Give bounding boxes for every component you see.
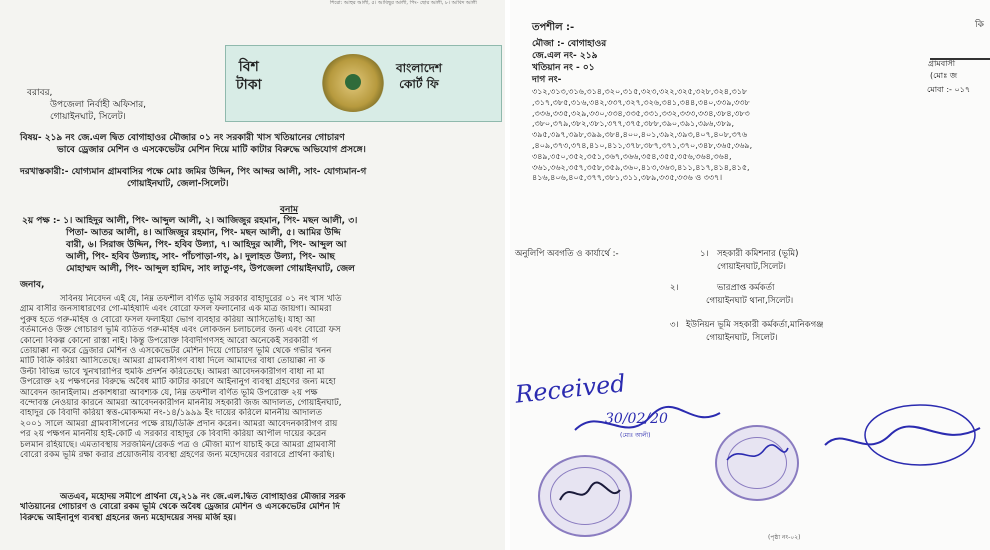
body-line: তোয়াক্কা না করে ড্রেজার মেশিন ও এসকেভেটর মেশিন দিয়ে গোচারণ ভূমি থেকে গভীর খনন (20, 346, 332, 357)
edge-text: গ্রামবাসী (928, 59, 956, 68)
header-strip: শিরো: আহুর আলী, ৫। আবিছুর আলী, পিং- ছোর আলী, ৮। আবিদ আলী (330, 0, 477, 6)
letter-page-2 (510, 0, 990, 550)
stamp-amount: বিশ টাকা (236, 59, 262, 93)
dag-line: ,৩৮০,৩৭৯,৩৮২,৩৮১,৩৭৭,৩৭৫,৩৮৮,৩৯০,৩৯১,৩৯৬,৩৮৯, (532, 119, 735, 129)
body-line: আবেদন জানাইলাম। প্রকাশধারা আবশ্যক যে, নিম্ন তফশীল বর্ণিত ভূমি উপরোক্ত ২য় পক্ষ (20, 387, 318, 398)
dag-line: ৩৯৫,৩৯৭,৩৯৮,৩৯৯,৩৮৪,৪০০,৪০১,৩৯২,৩৯৩,৪০৭,৪০৮,৩৭৬ (532, 130, 748, 140)
khatian-line: খতিয়ান নং - ০১ (532, 63, 595, 73)
dag-number-list (532, 87, 912, 184)
edge-text: মোবা :- ০১৭ (927, 85, 971, 94)
second-party-line-1: ২য় পক্ষ :- ১। আহিদুর আলী, পিং- আব্দুল আলী, ২। আজিজুর রহমান, পিং- মছন আলী, ৩। (22, 216, 358, 226)
body-line: পুরুষ হতে গরু-মহিষ ও বোরো ফসল ফলাইয়া ভোগ ব্যবহার করিয়া আসিতেছি। যাহা আ (20, 314, 316, 325)
second-party-line-5: মোহাম্মদ আলী, পিং- আব্দুল হামিদ, সাং লাতু-গং, উপজেলা গোয়াইনঘাট, জেল (66, 264, 355, 274)
received-date: 30/02/20 (605, 411, 668, 427)
copy-1-line1: সহকারী কমিশনার (ভূমি) (717, 249, 799, 259)
dag-line: ,৪০৯,৩৭৩,৩৭৪,৪১০,৪১১,৩৭৮,৩৮৭,৩৭১,৩৭০,৩৪৮,৩৬৫,৩৬৯, (532, 140, 753, 150)
mouza-line: মৌজা :- বোগাহাওর (532, 39, 607, 49)
body-line: বন্দোবস্ত নেওয়ার কারনে আমরা আবেদনকারীগন মাননীয় সহকারী জজ আদালত, গোয়াইনঘাট, (20, 398, 342, 409)
dag-line: ,৩৩৬,৩৩৫,৩২৯,৩৩০,৩৩৪,৩৩৫,৩৩১,৩৩২,৩৩৩,৩৩৪,৩৮৪,৩৮৩ (532, 108, 750, 118)
edge-text: (মোঃ জ (930, 71, 958, 80)
bangladesh-seal-icon (321, 54, 385, 112)
dag-line: ৩৬১,৩৬২,৩৫৭,৩৫৮,৩৫৯,৩৬০,৪১৩,৩৬৩,৪১১,৪১৭,৪১৪,৪১৫, (532, 162, 750, 172)
copy-1-num: ১। (700, 249, 709, 259)
edge-text-top: কি (975, 20, 984, 30)
body-line: মাটি বিক্রি করিয়া আসিতেছে। আমরা গ্রামবাসীগণ বাধা দিলে আমাদের বাধা তোয়াক্কা না ক (20, 356, 325, 367)
stamp-label: বাংলাদেশ কোর্ট ফি (396, 61, 442, 91)
signature-note: (মোঃ আলী) (620, 432, 651, 439)
copy-3-num: ৩। (670, 320, 679, 330)
body-line: কোনো বিকল্প কোনো রাস্তা নাই। কিন্তু উপরোক্ত বিবাদীগণসহ আরো অনেকেই সরকারী গ (20, 335, 318, 346)
closing-paragraph (20, 492, 505, 523)
body-line: ২০০১ সালে আমরা গ্রামবাসীগনের পক্ষে রায়/ডিক্রি প্রদান করেন। আমরা আবেদনকারীগণ রায় (20, 418, 338, 429)
applicant-line: দরখাস্তকারী:- যোগ্যমান গ্রামবাসির পক্ষে মোঃ জমির উদ্দিন, পিং আব্দর আলী, সাং- যোগ্যমান-গ (20, 167, 367, 177)
body-line: বোরো রকম ভূমি রক্ষা করার প্রয়োজনীয় ব্যবস্থা গ্রহণের জন্য মহোদয়ের বরাবরে প্রার্থনা করছি। (20, 450, 335, 461)
dag-line: ,৩১৭,৩৮৫,৩১৬,৩৪২,৩৩৭,৩২৭,৩২৬,৩৪১,৩৪৪,৩৪০,৩৩৯,৩৩৮ (532, 97, 750, 107)
second-party-line-4: আলী, পিং- হবিব উল্যাহ, সাং- পাঁচপাড়া-গং, ৯। দুলাহত উল্যা, পিং- আছ (66, 252, 335, 262)
copy-label: অনুলিপি অবগতি ও কার্যার্থে :- (515, 249, 619, 259)
edge-signature-icon (930, 38, 990, 60)
court-fee-stamp (225, 45, 502, 122)
dag-line: ৪১৬,৪০৬,৪০৫,৩৭৭,৩৮১,৩১১,৩৮৯,৩৩৫,৩৩৬ ও ৩৩৭। (532, 173, 723, 183)
body-line: উপরোক্ত ২য় পক্ষগনের বিরুদ্ধে অবৈধ মাটি কাটার কারণে আইনানুগ ব্যবস্থা গ্রহণের জন্য মহো (20, 377, 336, 388)
dag-line: ৩১২,৩১৩,৩১৬,৩১৪,৩২০,৩১৫,৩২৩,৩২২,৩২৫,৩২৮,৩২৪,৩১৮ (532, 87, 748, 96)
subject-line: বিষয়- ২১৯ নং জে.এল দ্বিত বোগাহাওর মৌজার ০১ নং সরকারী খাস খতিয়ানের গোচারণ (20, 133, 345, 143)
copy-2-line2: গোয়াইনঘাট থানা,সিলেট। (706, 296, 794, 306)
closing-line: অতএব, মহোদয় সমীপে প্রার্থনা যে,২১৯ নং জে.এল.দ্বিত বোগাহাওর মৌজার সরক (60, 492, 346, 502)
salutation: জনাব, (20, 280, 45, 290)
body-line: বাহাদুর কে বিবাদী করিয়া স্বত্ত-মোকদ্দমা নং-১৪/১৯৯৯ ইং দায়ের করিলে মাননীয় আদালত (20, 408, 323, 419)
closing-line: বিরুদ্ধে আইনানুগ ব্যবস্থা গ্রহনের জন্য মহোদয়ের সদয় মর্জি হয়। (20, 512, 237, 523)
schedule-title: তপশীল :- (532, 22, 575, 33)
officer-signature-icon (810, 400, 990, 480)
body-line: সবিনয় নিবেদন এই যে, নিম্ন তফশীল বর্ণিত ভূমি সরকার বাহাদুরের ০১ নং খাস খতি (60, 294, 342, 304)
body-line: উল্টা বিভিন্ন ভাবে খুনখারাপির হুমকি প্রদর্শন করিতেছে। আমরা আবেদনকারীগণ বাধা না মা (20, 366, 325, 377)
address-line-3: গোয়াইনঘাট, সিলেট। (50, 112, 126, 122)
body-line: চলমান রহিয়াছে। এমতাবস্থায় সরজমিন/রেকর্ড পত্র ও মৌজা ম্যাপ যাচাই করে আমরা গ্রামবাসী (20, 439, 336, 450)
closing-line: খতিয়ানের গোচারণ ও বোরো রকম ভূমি থেকে অবৈধ ড্রেজার মেশিন ও এসকেভেটর মেশিন দি (20, 502, 340, 513)
page-number: (পৃষ্ঠা নং-০২) (768, 534, 801, 541)
copy-3-line1: ইউনিয়ন ভূমি সহকারী কর্মকর্তা,মানিকগঞ্জ (686, 320, 824, 330)
applicant-line-cont: গোয়াইনঘাট, জেলা-সিলেট। (127, 179, 229, 189)
address-line-2: উপজেলা নির্বাহী অফিসার, (50, 100, 147, 110)
second-party-line-2: পিতা- আতর আলী, ৪। আজিজুর রহমান, পিং- মছন আলী, ৫। আমির উদ্দি (66, 228, 341, 238)
versus-heading: বনাম (280, 205, 298, 215)
address-line-1: বরাবর, (27, 88, 53, 98)
body-line: গ্রাম বাসীর জনসাধারণের গো-মহিষাদি এবং বোরো ফসল ফলানোর এক মাত্র জায়গা। আমরা (20, 304, 332, 315)
copy-2-line1: ভারপ্রাপ্ত কর্মকর্তা (717, 283, 775, 293)
copy-3-line2: গোয়াইনঘাট, সিলেট। (706, 333, 778, 343)
initial-signature-icon (555, 478, 625, 508)
second-party-line-3: বারী, ৬। সিরাজ উদ্দিন, পিং- হবিব উল্যা, ৭। আহিদুর আলী, পিং- আব্দুল আ (66, 240, 347, 250)
dag-label: দাগ নং- (532, 75, 562, 85)
dag-line: ৩৪৯,৩৫০,৩৫২,৩৫১,৩৬৭,৩৬৬,৩৫৪,৩৫৫,৩৫৬,৩৬৪,৩৬৪, (532, 151, 732, 161)
body-line: পর ২য় পক্ষগন মাননীয় হাই-কোর্ট এ সরকার বাহাদুর কে বিবাদী করিয়া আপীল দায়ের করেন (20, 429, 327, 440)
jl-line: জে.এল নং- ২১৯ (532, 51, 598, 61)
received-signature-icon (570, 395, 730, 450)
received-mark: Received (513, 369, 627, 409)
body-line: বর্তমানেও উক্ত গোচারণ ভূমি ব্যতিত গরু-মহিষ এবং লোকজন চলাচলের জন্য এবং বোরো ফস (20, 325, 341, 336)
thana-signature-icon (722, 440, 792, 470)
copy-2-num: ২। (670, 283, 679, 293)
subject-line-cont: ভাবে ড্রেজার মেশিন ও এসকেভেটর মেশিন দিয়ে মাটি কাটার বিরুদ্ধে অভিযোগ প্রসঙ্গে। (57, 145, 366, 155)
body-paragraph (20, 294, 505, 461)
copy-1-line2: গোয়াইনঘাট,সিলেট। (717, 262, 786, 272)
